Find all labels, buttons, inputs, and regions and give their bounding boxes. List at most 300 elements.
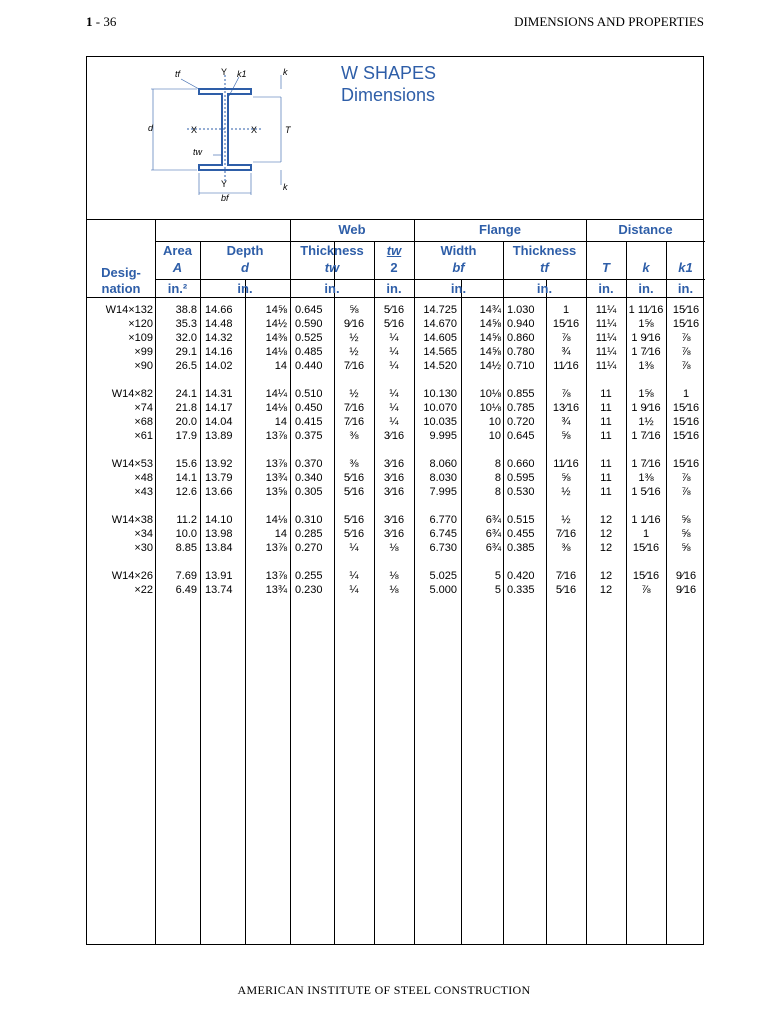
- cell-depth-frac: 13⅝: [265, 486, 287, 498]
- col-tw2-2: 2: [390, 260, 398, 275]
- cell-web-thk-frac: 7⁄16: [343, 402, 365, 414]
- cell-flange-width-dec: 14.670: [423, 318, 457, 330]
- cell-tw2: ⅛: [389, 542, 399, 554]
- unit-web: in.: [324, 281, 340, 296]
- cell-flange-width-frac: 14⅝: [479, 318, 501, 330]
- cell-area: 14.1: [175, 472, 197, 484]
- cell-area: 10.0: [175, 528, 197, 540]
- cell-flange-width-dec: 10.070: [423, 402, 457, 414]
- cell-k: 1⅜: [638, 472, 654, 484]
- cell-flange-width-frac: 8: [494, 458, 501, 470]
- page-number: [86, 14, 116, 30]
- cell-k: 1 5⁄16: [631, 486, 661, 498]
- cell-designation: ×68: [134, 416, 153, 428]
- cell-k1: ⅞: [681, 472, 691, 484]
- cell-web-thk-dec: 0.415: [295, 416, 323, 428]
- table-row: [87, 583, 703, 597]
- cell-area: 8.85: [175, 542, 197, 554]
- cell-depth-frac: 14: [274, 360, 287, 372]
- cell-flange-width-dec: 10.130: [423, 388, 457, 400]
- cell-T: 12: [599, 528, 613, 540]
- cell-T: 12: [599, 584, 613, 596]
- cell-depth-dec: 14.48: [205, 318, 233, 330]
- cell-T: 11¼: [595, 304, 617, 316]
- cell-tw2: ¼: [389, 332, 399, 344]
- cell-T: 11¼: [595, 318, 617, 330]
- cell-web-thk-dec: 0.440: [295, 360, 323, 372]
- cell-tw2: ¼: [389, 346, 399, 358]
- table-row: [87, 317, 703, 331]
- cell-k1: ⅞: [681, 486, 691, 498]
- cell-area: 24.1: [175, 388, 197, 400]
- table-row: [87, 569, 703, 583]
- cell-area: 15.6: [175, 458, 197, 470]
- cell-flange-width-frac: 6¾: [485, 542, 501, 554]
- cell-flange-width-dec: 14.520: [423, 360, 457, 372]
- cell-k: 1½: [638, 416, 654, 428]
- cell-k: 1⅝: [638, 318, 654, 330]
- cell-flange-thk-frac: 11⁄16: [553, 458, 579, 470]
- unit-tw2: in.: [386, 281, 402, 296]
- cell-flange-width-dec: 8.030: [429, 472, 457, 484]
- cell-web-thk-frac: 5⁄16: [343, 486, 365, 498]
- cell-web-thk-dec: 0.270: [295, 542, 323, 554]
- table-row: [87, 387, 703, 401]
- cell-depth-dec: 14.31: [205, 388, 233, 400]
- cell-web-thk-frac: ⅜: [349, 458, 359, 470]
- cell-tw2: 3⁄16: [383, 430, 405, 442]
- cell-tw2: ¼: [389, 416, 399, 428]
- cell-flange-width-dec: 10.035: [423, 416, 457, 428]
- cell-designation: W14×53: [111, 458, 153, 470]
- cell-depth-frac: 14: [274, 528, 287, 540]
- cell-T: 11¼: [595, 346, 617, 358]
- cell-web-thk-dec: 0.370: [295, 458, 323, 470]
- cell-T: 12: [599, 514, 613, 526]
- cell-flange-width-dec: 6.770: [429, 514, 457, 526]
- cell-flange-thk-frac: 13⁄16: [552, 402, 580, 414]
- cell-flange-thk-frac: ⅞: [561, 332, 571, 344]
- cell-web-thk-frac: ½: [349, 346, 359, 358]
- cell-flange-width-dec: 7.995: [429, 486, 457, 498]
- table-frame: [86, 56, 704, 945]
- cell-k: 1 7⁄16: [631, 430, 661, 442]
- label-tw: tw: [193, 147, 202, 157]
- cell-flange-width-frac: 6¾: [485, 528, 501, 540]
- cell-flange-width-frac: 5: [494, 570, 501, 582]
- cell-designation: ×120: [128, 318, 153, 330]
- cell-tw2: 3⁄16: [383, 472, 405, 484]
- table-row: [87, 303, 703, 317]
- cell-web-thk-dec: 0.510: [295, 388, 323, 400]
- cell-designation: W14×38: [111, 514, 153, 526]
- cell-flange-thk-dec: 0.645: [507, 430, 535, 442]
- cell-flange-thk-frac: 1: [562, 304, 570, 316]
- cell-depth-dec: 13.79: [205, 472, 233, 484]
- cell-designation: ×90: [134, 360, 153, 372]
- cell-flange-thk-dec: 0.335: [507, 584, 535, 596]
- cell-flange-width-frac: 14⅝: [479, 332, 501, 344]
- cell-k1: 15⁄16: [672, 402, 700, 414]
- cell-web-thk-frac: 9⁄16: [343, 318, 365, 330]
- col-area-1: Area: [163, 243, 192, 258]
- cell-flange-thk-dec: 0.530: [507, 486, 535, 498]
- table-row: [87, 401, 703, 415]
- cell-flange-thk-dec: 0.780: [507, 346, 535, 358]
- cell-k: 1⅝: [638, 388, 654, 400]
- cell-web-thk-frac: ½: [349, 332, 359, 344]
- col-web-thk-2: tw: [324, 260, 340, 275]
- label-k-bottom: k: [283, 182, 288, 192]
- cell-flange-width-dec: 9.995: [429, 430, 457, 442]
- col-T: T: [602, 260, 610, 275]
- cell-tw2: ⅛: [389, 570, 399, 582]
- cell-flange-thk-frac: ⅞: [561, 388, 571, 400]
- cell-tw2: 3⁄16: [383, 458, 405, 470]
- col-designation-2: nation: [101, 281, 141, 296]
- cell-k1: ⅝: [681, 542, 691, 554]
- cell-depth-frac: 13⅞: [265, 430, 287, 442]
- cell-flange-thk-dec: 0.855: [507, 388, 535, 400]
- col-designation-1: Desig-: [101, 265, 141, 280]
- cell-depth-dec: 13.92: [205, 458, 233, 470]
- cell-flange-thk-frac: ½: [561, 486, 571, 498]
- col-k1: k1: [678, 260, 693, 275]
- unit-flange-thk: in.: [536, 281, 553, 296]
- cell-depth-frac: 13⅞: [265, 542, 287, 554]
- cell-depth-dec: 13.66: [205, 486, 233, 498]
- col-k: k: [642, 260, 650, 275]
- cell-T: 11: [600, 402, 612, 414]
- cell-T: 12: [599, 542, 613, 554]
- cell-flange-width-frac: 14⅝: [479, 346, 501, 358]
- cell-web-thk-frac: 5⁄16: [343, 514, 365, 526]
- col-tw2-1: tw: [386, 243, 402, 258]
- cell-flange-thk-frac: ¾: [561, 416, 571, 428]
- cell-area: 7.69: [175, 570, 197, 582]
- label-k-top: k: [283, 67, 288, 77]
- cell-area: 32.0: [175, 332, 197, 344]
- cell-depth-frac: 14¼: [265, 388, 287, 400]
- cell-depth-frac: 14½: [265, 318, 287, 330]
- cell-flange-thk-frac: 5⁄16: [555, 584, 577, 596]
- cell-web-thk-frac: 5⁄16: [343, 472, 365, 484]
- cell-tw2: ¼: [389, 360, 399, 372]
- rule-units-bottom: [87, 297, 703, 298]
- cell-flange-thk-dec: 0.940: [507, 318, 535, 330]
- cell-web-thk-dec: 0.305: [295, 486, 323, 498]
- cell-web-thk-dec: 0.450: [295, 402, 323, 414]
- cell-flange-width-frac: 10: [488, 430, 501, 442]
- col-flange-thk-1: Thickness: [512, 243, 577, 258]
- cell-flange-width-frac: 10: [488, 416, 501, 428]
- col-area-2: A: [172, 260, 183, 275]
- cell-designation: ×48: [134, 472, 153, 484]
- cell-k1: 9⁄16: [675, 570, 697, 582]
- table-row: [87, 331, 703, 345]
- cell-web-thk-dec: 0.525: [295, 332, 323, 344]
- cell-depth-frac: 13⅞: [265, 570, 287, 582]
- cell-web-thk-frac: ¼: [349, 570, 359, 582]
- cell-web-thk-frac: ⅝: [349, 304, 359, 316]
- cell-flange-thk-frac: ½: [561, 514, 571, 526]
- group-flange: Flange: [479, 222, 521, 237]
- cell-k1: ⅞: [681, 346, 691, 358]
- page-number-chapter: 1: [86, 14, 93, 29]
- rule-header-top: [87, 219, 703, 220]
- group-distance: Distance: [618, 222, 673, 237]
- cell-flange-thk-dec: 0.385: [507, 542, 535, 554]
- col-rule: [245, 279, 246, 945]
- cell-flange-width-dec: 6.745: [429, 528, 457, 540]
- cell-flange-width-dec: 14.725: [423, 304, 457, 316]
- cell-tw2: 3⁄16: [383, 486, 405, 498]
- col-depth-1: Depth: [226, 243, 264, 258]
- label-bf: bf: [221, 193, 229, 203]
- cell-designation: ×30: [134, 542, 153, 554]
- cell-web-thk-dec: 0.255: [295, 570, 323, 582]
- cell-T: 11¼: [595, 332, 617, 344]
- cell-depth-dec: 14.16: [205, 346, 233, 358]
- cell-flange-width-frac: 10⅛: [479, 388, 501, 400]
- table-row: [87, 359, 703, 373]
- col-rule: [461, 279, 462, 945]
- cell-flange-width-frac: 14½: [479, 360, 501, 372]
- cell-T: 12: [599, 570, 613, 582]
- rule-units-top: [155, 279, 705, 280]
- cell-web-thk-frac: ⅜: [349, 430, 359, 442]
- cell-depth-dec: 14.02: [205, 360, 233, 372]
- label-y-bottom: Y: [221, 179, 228, 189]
- cell-k: 1 7⁄16: [631, 458, 661, 470]
- cell-depth-dec: 14.10: [205, 514, 233, 526]
- cell-flange-thk-frac: 15⁄16: [552, 318, 580, 330]
- cell-web-thk-frac: ¼: [349, 542, 359, 554]
- cell-T: 11: [600, 430, 612, 442]
- table-subtitle: Dimensions: [341, 85, 436, 105]
- cell-area: 35.3: [175, 318, 197, 330]
- cell-T: 11¼: [595, 360, 617, 372]
- cell-tw2: 5⁄16: [383, 318, 405, 330]
- table-row: [87, 345, 703, 359]
- group-web: Web: [338, 222, 366, 237]
- cell-depth-dec: 14.66: [205, 304, 233, 316]
- label-t: T: [285, 125, 291, 135]
- cell-depth-dec: 13.98: [205, 528, 233, 540]
- cell-web-thk-dec: 0.485: [295, 346, 323, 358]
- table-row: [87, 415, 703, 429]
- cell-depth-dec: 13.74: [205, 584, 233, 596]
- cell-depth-frac: 14⅛: [265, 346, 287, 358]
- cell-flange-width-dec: 5.000: [429, 584, 457, 596]
- w-shape-diagram: [147, 63, 307, 208]
- cell-flange-width-frac: 8: [494, 486, 501, 498]
- table-row: [87, 541, 703, 555]
- cell-k1: ⅝: [681, 528, 691, 540]
- col-flange-width-2: bf: [452, 260, 465, 275]
- label-d: d: [148, 123, 154, 133]
- cell-depth-frac: 14: [274, 416, 287, 428]
- cell-flange-thk-dec: 0.595: [507, 472, 535, 484]
- cell-flange-thk-frac: 11⁄16: [553, 360, 579, 372]
- cell-depth-frac: 13¾: [265, 584, 287, 596]
- unit-T: in.: [598, 281, 614, 296]
- cell-flange-thk-dec: 0.710: [507, 360, 535, 372]
- table-row: [87, 485, 703, 499]
- cell-flange-width-frac: 6¾: [485, 514, 501, 526]
- cell-area: 12.6: [175, 486, 197, 498]
- cell-area: 21.8: [175, 402, 197, 414]
- col-rule: [546, 279, 547, 945]
- cell-area: 26.5: [175, 360, 197, 372]
- cell-flange-thk-dec: 0.860: [507, 332, 535, 344]
- cell-depth-frac: 13¾: [265, 472, 287, 484]
- col-flange-thk-2: tf: [540, 260, 549, 275]
- cell-web-thk-frac: ¼: [349, 584, 359, 596]
- cell-area: 29.1: [175, 346, 197, 358]
- unit-depth: in.: [237, 281, 253, 296]
- cell-flange-thk-dec: 0.455: [507, 528, 535, 540]
- cell-tw2: ¼: [389, 402, 399, 414]
- cell-k: 1⅜: [638, 360, 654, 372]
- cell-area: 17.9: [175, 430, 197, 442]
- cell-web-thk-frac: ½: [349, 388, 359, 400]
- cell-designation: ×99: [134, 346, 153, 358]
- cell-flange-thk-frac: ⅜: [561, 542, 571, 554]
- cell-depth-frac: 14⅝: [265, 304, 287, 316]
- cell-web-thk-frac: 7⁄16: [343, 416, 365, 428]
- col-flange-width-1: Width: [440, 243, 477, 258]
- cell-k: 1 9⁄16: [631, 332, 661, 344]
- cell-designation: ×109: [128, 332, 153, 344]
- cell-k: 1 7⁄16: [631, 346, 661, 358]
- cell-k: 1: [642, 528, 650, 540]
- cell-web-thk-dec: 0.230: [295, 584, 323, 596]
- cell-k1: 15⁄16: [672, 416, 700, 428]
- cell-depth-dec: 14.17: [205, 402, 233, 414]
- cell-k: 15⁄16: [632, 570, 660, 582]
- cell-web-thk-dec: 0.590: [295, 318, 323, 330]
- cell-web-thk-dec: 0.285: [295, 528, 323, 540]
- cell-T: 11: [600, 472, 612, 484]
- publisher-footer: AMERICAN INSTITUTE OF STEEL CONSTRUCTION: [237, 983, 531, 997]
- cell-tw2: 3⁄16: [383, 514, 405, 526]
- col-depth-2: d: [241, 260, 249, 275]
- cell-flange-thk-frac: 7⁄16: [555, 570, 577, 582]
- cell-k1: ⅝: [681, 514, 691, 526]
- cell-k1: 9⁄16: [675, 584, 697, 596]
- cell-T: 11: [600, 458, 612, 470]
- cell-depth-frac: 14⅛: [265, 402, 287, 414]
- cell-T: 11: [600, 388, 612, 400]
- cell-T: 11: [600, 416, 612, 428]
- unit-k1: in.: [677, 281, 694, 296]
- cell-k1: 15⁄16: [672, 458, 700, 470]
- table-title: W SHAPES: [341, 63, 437, 83]
- unit-area: in.²: [167, 281, 188, 296]
- cell-flange-width-dec: 14.565: [423, 346, 457, 358]
- cell-designation: ×34: [134, 528, 153, 540]
- cell-area: 11.2: [176, 514, 197, 526]
- cell-flange-thk-frac: ⅝: [561, 472, 571, 484]
- cell-web-thk-dec: 0.340: [295, 472, 323, 484]
- cell-k: 1 9⁄16: [631, 402, 661, 414]
- cell-k1: ⅞: [681, 332, 691, 344]
- label-k1: k1: [237, 69, 247, 79]
- cell-depth-frac: 13⅞: [265, 458, 287, 470]
- cell-flange-width-dec: 6.730: [429, 542, 457, 554]
- cell-depth-frac: 14⅛: [265, 514, 287, 526]
- cell-tw2: ¼: [389, 388, 399, 400]
- table-row: [87, 527, 703, 541]
- cell-flange-width-frac: 8: [494, 472, 501, 484]
- rule-group: [155, 241, 705, 242]
- cell-depth-dec: 13.91: [205, 570, 233, 582]
- cell-flange-thk-dec: 1.030: [507, 304, 535, 316]
- cell-area: 38.8: [175, 304, 197, 316]
- cell-designation: W14×82: [111, 388, 153, 400]
- col-web-thk-1: Thickness: [300, 243, 364, 258]
- unit-k: in.: [638, 281, 654, 296]
- cell-designation: W14×26: [111, 570, 153, 582]
- cell-web-thk-frac: 5⁄16: [343, 528, 365, 540]
- cell-flange-thk-dec: 0.720: [507, 416, 535, 428]
- cell-depth-dec: 13.84: [205, 542, 233, 554]
- cell-flange-width-frac: 14¾: [479, 304, 501, 316]
- label-tf: tf: [175, 69, 181, 79]
- cell-k: 15⁄16: [632, 542, 660, 554]
- cell-k1: 15⁄16: [672, 304, 700, 316]
- cell-depth-dec: 14.04: [205, 416, 233, 428]
- cell-web-thk-dec: 0.310: [295, 514, 323, 526]
- cell-k1: 1: [682, 388, 690, 400]
- cell-flange-thk-dec: 0.785: [507, 402, 535, 414]
- cell-flange-width-dec: 8.060: [429, 458, 457, 470]
- cell-area: 6.49: [175, 584, 197, 596]
- cell-depth-dec: 13.89: [205, 430, 233, 442]
- cell-designation: W14×132: [105, 304, 153, 316]
- cell-depth-dec: 14.32: [205, 332, 233, 344]
- cell-flange-thk-dec: 0.515: [507, 514, 535, 526]
- table-row: [87, 513, 703, 527]
- table-row: [87, 429, 703, 443]
- cell-flange-thk-frac: 7⁄16: [555, 528, 577, 540]
- label-x-right: X: [251, 125, 258, 135]
- cell-designation: ×22: [134, 584, 153, 596]
- cell-k: ⅞: [641, 584, 651, 596]
- cell-tw2: 3⁄16: [383, 528, 405, 540]
- cell-flange-thk-dec: 0.420: [507, 570, 535, 582]
- cell-flange-thk-frac: ¾: [561, 346, 571, 358]
- cell-web-thk-frac: 7⁄16: [343, 360, 365, 372]
- cell-web-thk-dec: 0.375: [295, 430, 323, 442]
- cell-k: 1 1⁄16: [631, 514, 661, 526]
- cell-T: 11: [600, 486, 612, 498]
- cell-flange-width-frac: 10⅛: [479, 402, 501, 414]
- cell-tw2: ⅛: [389, 584, 399, 596]
- table-row: [87, 457, 703, 471]
- cell-designation: ×74: [134, 402, 153, 414]
- table-row: [87, 471, 703, 485]
- cell-k1: 15⁄16: [672, 318, 700, 330]
- cell-designation: ×43: [134, 486, 153, 498]
- section-title: DIMENSIONS AND PROPERTIES: [514, 14, 704, 29]
- cell-flange-width-frac: 5: [494, 584, 501, 596]
- cell-flange-thk-dec: 0.660: [507, 458, 535, 470]
- cell-depth-frac: 14⅜: [265, 332, 287, 344]
- cell-k1: 15⁄16: [672, 430, 700, 442]
- label-x-left: X: [191, 125, 198, 135]
